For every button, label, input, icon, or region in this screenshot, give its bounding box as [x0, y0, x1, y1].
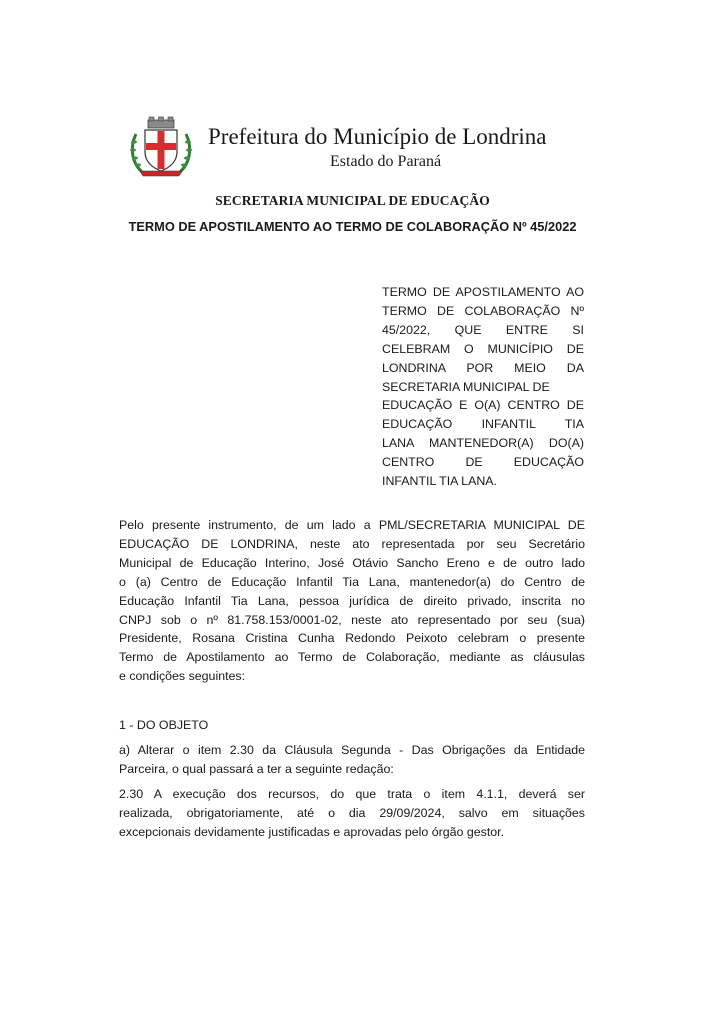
paragraph-line: CNPJ sob o nº 81.758.153/0001-02, neste ato representado por seu (sua)	[119, 612, 585, 627]
paragraph-line: Presidente, Rosana Cristina Cunha Redondo Peixoto celebram o presente	[119, 631, 585, 646]
section-heading-text: 1 - DO OBJETO	[119, 718, 209, 732]
ementa-line: CELEBRAM O MUNICÍPIO DE	[382, 341, 584, 356]
ementa-line: CENTRO DE EDUCAÇÃO	[382, 455, 584, 470]
paragraph-line: a) Alterar o item 2.30 da Cláusula Segunda - Das Obrigações da Entidade	[119, 743, 585, 757]
ementa-line: EDUCAÇÃO E O(A) CENTRO DE	[382, 398, 584, 413]
paragraph-line: o (a) Centro de Educação Infantil Tia Lana, mantenedor(a) do Centro de	[119, 574, 585, 589]
letterhead	[128, 116, 598, 182]
coat-of-arms-icon	[128, 116, 194, 182]
preamble-paragraph	[119, 516, 585, 686]
paragraph-line: excepcionais devidamente justificadas e aprovadas pelo órgão gestor.	[119, 824, 505, 839]
item-230-paragraph	[119, 785, 585, 842]
ementa-line: LANA MANTENEDOR(A) DO(A)	[382, 436, 584, 451]
org-title: Prefeitura do Município de Londrina	[208, 124, 547, 149]
paragraph-line: EDUCAÇÃO DE LONDRINA, neste ato representada por seu Secretário	[119, 536, 585, 551]
ementa-line: EDUCAÇÃO INFANTIL TIA	[382, 417, 584, 432]
paragraph-line: Parceira, o qual passará a ter a seguinte redação:	[119, 761, 394, 776]
ementa-line: 45/2022, QUE ENTRE SI	[382, 322, 584, 337]
ementa-line: TERMO DE COLABORAÇÃO Nº	[382, 303, 584, 318]
ementa-line: TERMO DE APOSTILAMENTO AO	[382, 285, 584, 299]
ementa-block	[382, 283, 584, 491]
paragraph-line: realizada, obrigatoriamente, até o dia 29/09/2024, salvo em situações	[119, 805, 585, 820]
paragraph-line: Educação Infantil Tia Lana, pessoa jurídica de direito privado, inscrita no	[119, 593, 585, 608]
ementa-line: SECRETARIA MUNICIPAL DE	[382, 379, 550, 394]
paragraph-line: 2.30 A execução dos recursos, do que trata o item 4.1.1, deverá ser	[119, 787, 585, 801]
ementa-line: INFANTIL TIA LANA.	[382, 474, 497, 489]
paragraph-line: Termo de Apostilamento ao Termo de Colaboração, mediante as cláusulas	[119, 650, 585, 665]
item-a-paragraph	[119, 741, 585, 779]
section-heading-objeto	[119, 716, 585, 735]
secretaria-heading: SECRETARIA MUNICIPAL DE EDUCAÇÃO	[215, 193, 490, 208]
paragraph-line: Municipal de Educação Interino, José Otávio Sancho Ereno e de outro lado	[119, 555, 585, 570]
ementa-line: LONDRINA POR MEIO DA	[382, 360, 584, 375]
paragraph-line: Pelo presente instrumento, de um lado a PML/SECRETARIA MUNICIPAL DE	[119, 518, 585, 532]
document-title: TERMO DE APOSTILAMENTO AO TERMO DE COLABORAÇÃO Nº 45/2022	[128, 219, 577, 234]
paragraph-line: e condições seguintes:	[119, 669, 246, 684]
org-subtitle: Estado do Paraná	[330, 153, 442, 170]
